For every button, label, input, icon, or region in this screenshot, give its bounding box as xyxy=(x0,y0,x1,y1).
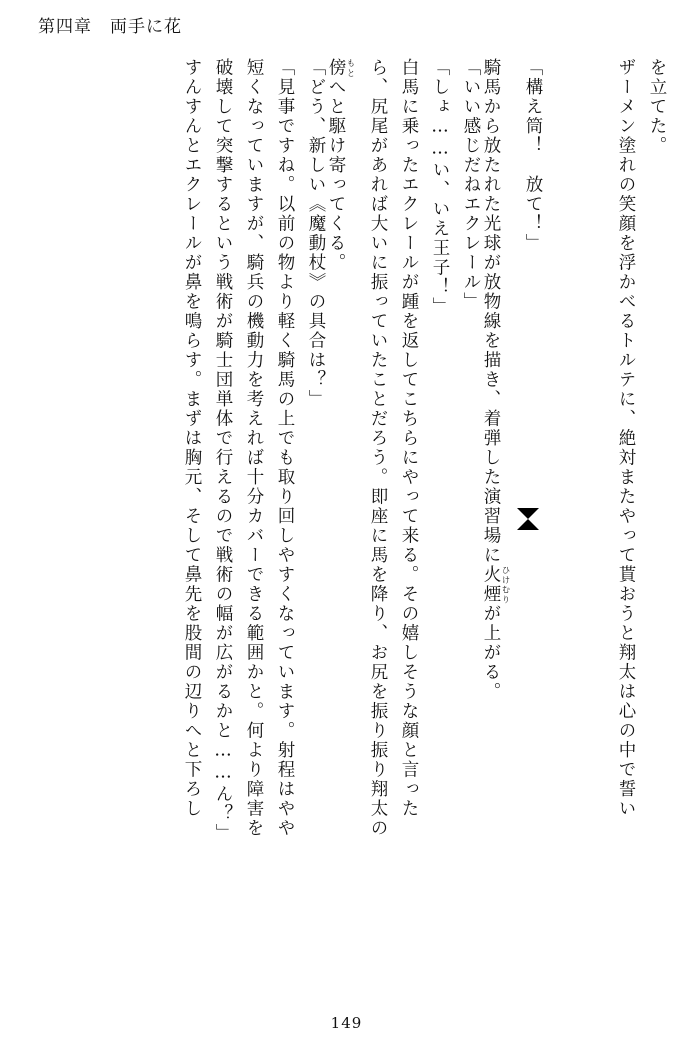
text-column: 白馬に乗ったエクレールが踵を返してこちらにやって来る。その嬉しそうな顔と言った xyxy=(399,58,419,819)
vertical-text-body xyxy=(30,58,665,988)
text-column: 「見事ですね。以前の物より軽く騎馬の上でも取り回しやすくなっています。射程はやや xyxy=(275,58,295,838)
text-column: 「どう、新しい《魔動杖》の具合は？」 xyxy=(306,58,326,409)
page-header xyxy=(38,12,182,37)
text-column-with-ruby: 騎馬から放たれた光球が放物線を描き、着弾した演習場に火煙 ひけむりが上がる。 xyxy=(481,58,510,702)
text-column-blank xyxy=(572,58,603,988)
text-column: 短くなっていますが、騎兵の機動力を考えれば十分カバーできる範囲かと。何より障害を xyxy=(244,58,264,838)
text-column-blank xyxy=(541,58,572,988)
chapter-title: 両手に花 xyxy=(110,17,182,37)
text-column: 「構え筒！ 放て！」 xyxy=(523,58,543,253)
text-column: ザーメン塗れの笑顔を浮かべるトルテに、絶対またやって貰おうと翔太は心の中で誓い xyxy=(616,58,636,819)
page-number: 149 xyxy=(330,1014,363,1032)
text-column-with-ruby: 傍 もとへと駆け寄ってくる。 xyxy=(326,58,355,273)
text-column: 「しょ……い、いえ王子！」 xyxy=(430,58,450,317)
text-column: 破壊して突撃するという戦術が騎士団単体で行えるので戦術の幅が広がるかと……ん？」 xyxy=(213,58,233,843)
text-column: 「いい感じだねエクレール」 xyxy=(461,58,481,312)
text-column: を立てた。 xyxy=(647,58,667,156)
chapter-number: 第四章 xyxy=(38,17,92,37)
diamond-scene-break-icon xyxy=(517,508,539,530)
ruby-moto: 傍 もと xyxy=(326,58,355,78)
text-column: すんすんとエクレールが鼻を鳴らす。まずは胸元、そして鼻先を股間の辺りへと下ろし xyxy=(182,58,202,819)
text-column: ら、尻尾があれば大いに振っていたことだろう。即座に馬を降り、お尻を振り振り翔太の xyxy=(368,58,388,838)
ruby-hikemuri: 火煙 ひけむり xyxy=(481,565,510,604)
